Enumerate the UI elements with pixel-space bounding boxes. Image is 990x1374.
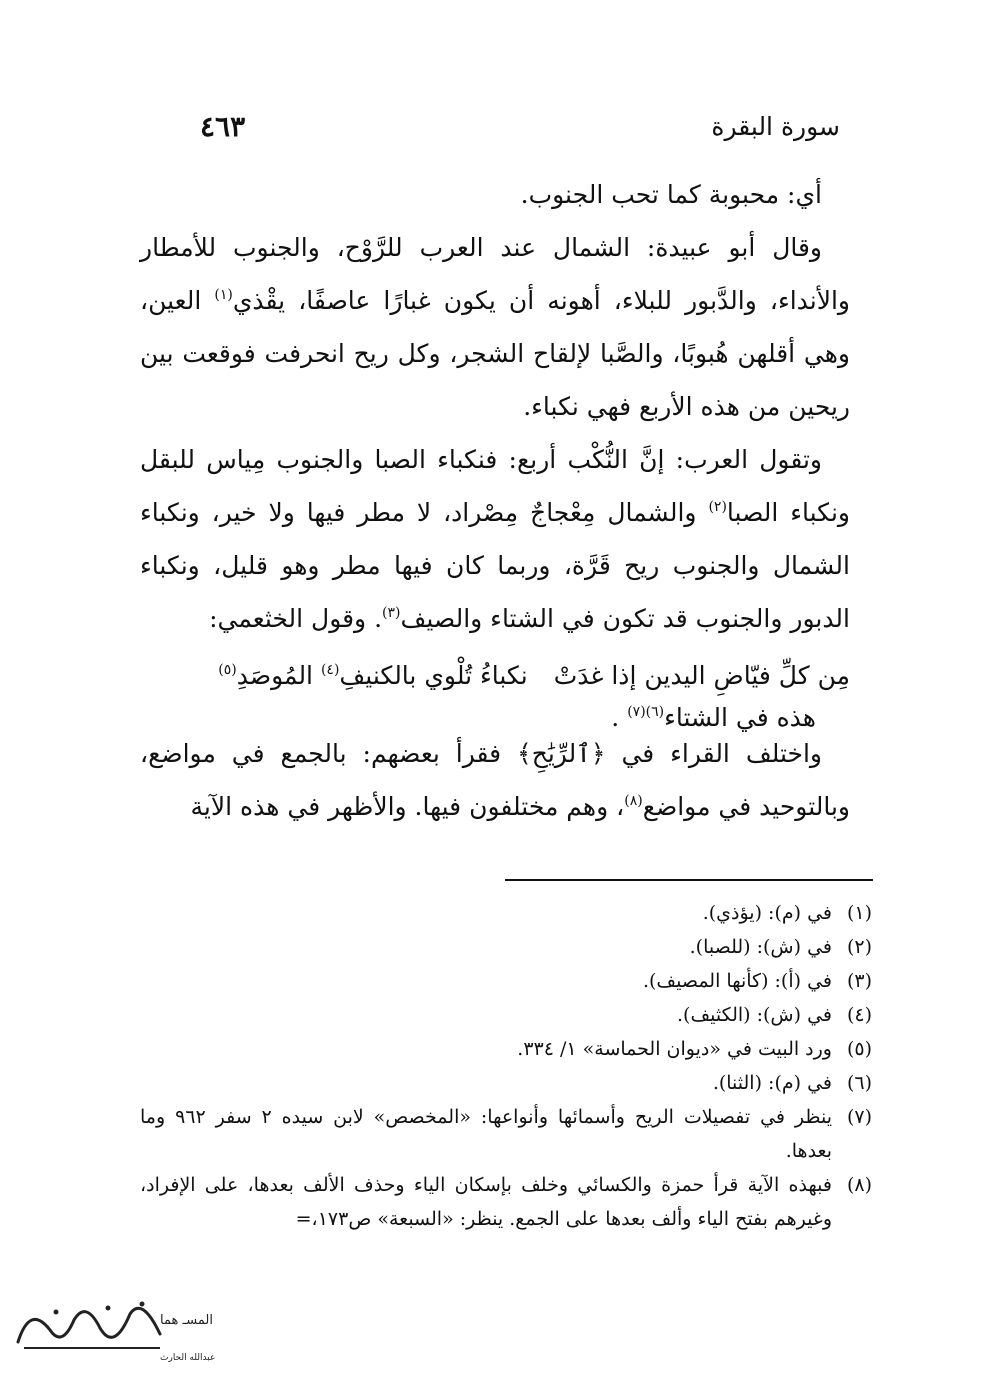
- footnote-text: في (أ): (كأنها المصيف).: [642, 970, 832, 992]
- page-header: [150, 112, 840, 152]
- footnote-marker-5: (٥): [218, 662, 237, 678]
- paragraph-text: العين، وهي أقلهن هُبوبًا، والصَّبا لإلقاح الشجر، وكل ريح انحرفت فوقعت بين ريحين من هذه الأربع فهي نكباء.: [140, 286, 850, 421]
- poem-text: المُوصَدِ: [236, 661, 321, 690]
- footnote-marker-6: (٦): [645, 704, 665, 720]
- poem-text: هذه في الشتاء: [664, 703, 816, 732]
- paragraph-2: [140, 221, 850, 433]
- footnote-marker-2: (٢): [708, 499, 727, 515]
- footnote-number: (١): [846, 902, 872, 924]
- footnote-text: ورد البيت في «ديوان الحماسة» ١/ ٣٣٤.: [517, 1038, 832, 1060]
- footnote-item: [140, 1032, 872, 1066]
- poem-text: نكباءُ تُلْوي بالكنيفِ: [339, 661, 528, 690]
- poem-comment-line: [611, 691, 816, 744]
- poem-verse: [140, 645, 850, 732]
- footnote-item: [140, 1168, 872, 1236]
- paragraph-1: [140, 168, 850, 221]
- footnote-marker-3: (٣): [382, 605, 401, 621]
- footnote-divider: [505, 879, 873, 881]
- paragraph-text: أي: محبوبة كما تحب الجنوب.: [520, 180, 822, 209]
- watermark-subtext: عبدالله الحارث: [160, 1353, 216, 1363]
- footnote-number: (٧): [846, 1106, 872, 1128]
- paragraph-text: . وقول الخثعمي:: [209, 604, 383, 633]
- watermark-logo: [10, 1290, 216, 1363]
- footnote-marker-1: (١): [214, 287, 233, 303]
- footnote-marker-4: (٤): [320, 662, 340, 678]
- footnote-text: في (ش): (الكثيف).: [677, 1004, 832, 1026]
- footnote-number: (٣): [846, 970, 872, 992]
- footnote-text: فبهذه الآية قرأ حمزة والكسائي وخلف بإسكان الياء وحذف الألف بعدها، على الإفراد، وغيرهم بفتح الياء وألف بعدها على الجمع. ينظر: «السبعة» ص١٧٣،=: [140, 1174, 832, 1230]
- footnote-item: [140, 1100, 872, 1168]
- footnote-item: [140, 998, 872, 1032]
- footnote-item: [140, 964, 872, 998]
- footnote-text: ينظر في تفصيلات الريح وأسمائها وأنواعها: «المخصص» لابن سيده ٢ سفر ٩٦٢ وما بعدها.: [140, 1106, 832, 1162]
- paragraph-text: وقال أبو عبيدة: الشمال عند العرب للرَّوْح، والجنوب للأمطار والأنداء، والدَّبور للبلاء، أهونه أن يكون غبارًا عاصفًا، يقْذي: [140, 233, 851, 315]
- footnote-text: في (م): (يؤذي).: [702, 902, 832, 924]
- poem-second-hemistich: [218, 649, 527, 702]
- paragraph-text: واختلف القراء في ﴿ٱلرِّيَٰحِ﴾ فقرأ بعضهم: بالجمع في مواضع، وبالتوحيد في مواضع: [140, 739, 850, 821]
- footnote-number: (٢): [846, 936, 872, 958]
- footnote-item: [140, 930, 872, 964]
- footnote-marker-8: (٨): [624, 793, 643, 809]
- footnote-text: في (ش): (للصبا).: [689, 936, 832, 958]
- footnote-number: (٨): [846, 1174, 872, 1196]
- poem-text: .: [611, 703, 628, 732]
- footnote-marker-7: (٧): [627, 704, 646, 720]
- footnote-item: [140, 1066, 872, 1100]
- footnote-text: في (م): (الثنا).: [712, 1072, 832, 1094]
- footnote-number: (٦): [846, 1072, 872, 1094]
- paragraph-3: [140, 433, 850, 645]
- footnote-number: (٥): [846, 1038, 872, 1060]
- surah-title: سورة البقرة: [711, 112, 840, 141]
- footnote-item: [140, 896, 872, 930]
- paragraph-text: ، وهم مختلفون فيها. والأظهر في هذه الآية: [190, 792, 625, 821]
- page-number: ٤٦٣: [200, 110, 246, 143]
- watermark-text: المسـ هما: [160, 1313, 213, 1328]
- paragraph-text: وتقول العرب: إنَّ النُّكْب أربع: فنكباء الصبا والجنوب مِياس للبقل ونكباء الصبا: [140, 445, 850, 527]
- paragraph-text: والشمال مِعْجاجٌ مِصْراد، لا مطر فيها ولا خير، ونكباء الشمال والجنوب ريح قَرَّة، وربما كان فيها مطر وهو قليل، ونكباء الدبور والجنوب قد تكون في الشتاء والصيف: [140, 498, 850, 633]
- footnote-number: (٤): [846, 1004, 872, 1026]
- poem-first-hemistich: مِن كلِّ فيّاضِ اليدين إذا غدَتْ: [553, 661, 850, 690]
- footnotes: [140, 896, 872, 1236]
- main-text: [140, 168, 850, 833]
